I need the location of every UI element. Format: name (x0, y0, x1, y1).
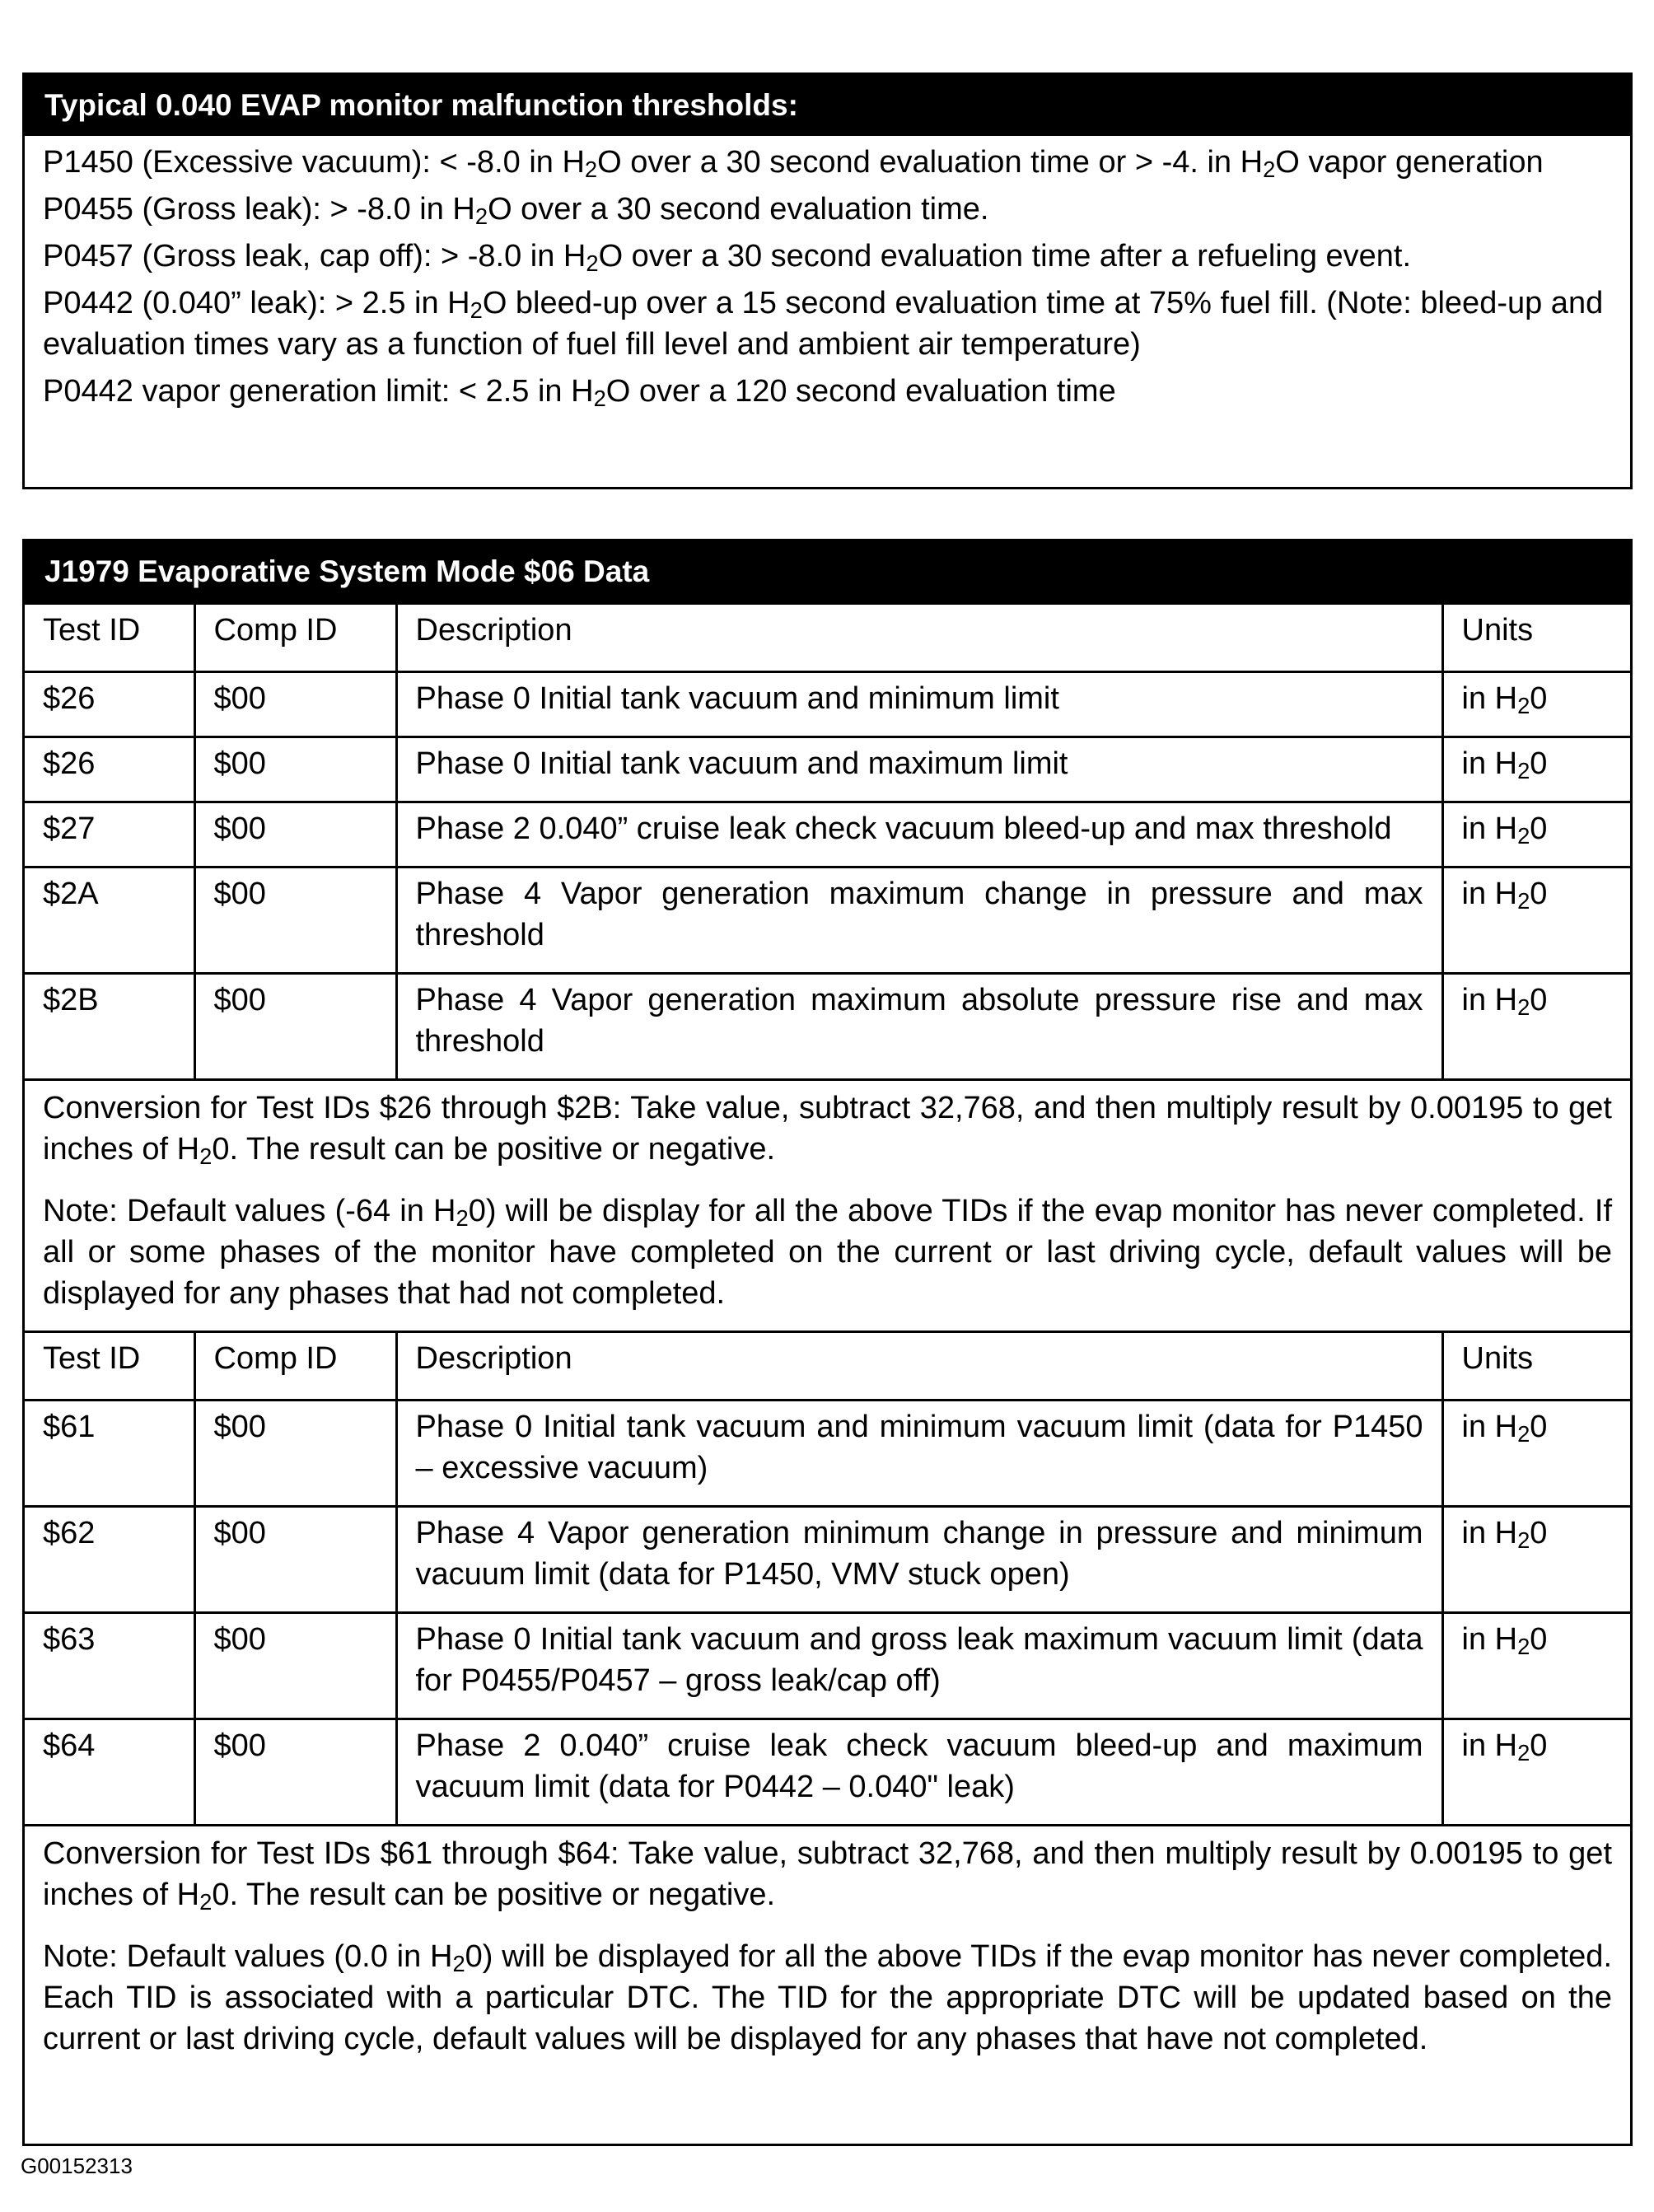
description-cell: Phase 2 0.040” cruise leak check vacuum bleed-up and maximum vacuum limit (data for P0442 – 0.040" leak) (396, 1719, 1442, 1825)
mode06-title: J1979 Evaporative System Mode $06 Data (25, 541, 1630, 602)
test-id-cell: $62 (25, 1507, 194, 1613)
description-cell: Phase 0 Initial tank vacuum and minimum vacuum limit (data for P1450 – excessive vacuum) (396, 1401, 1442, 1507)
threshold-line-p0442-leak: P0442 (0.040” leak): > 2.5 in $H_2O$ bleed-up over a 15 second evaluation time at 75% fuel fill. (Note: bleed-up and evaluation times vary as a function of fuel fill level and ambient air temperature) (43, 286, 1604, 362)
figure-id: G00152313 (21, 2154, 133, 2178)
threshold-line-p0455: P0455 (Gross leak): > -8.0 in $H_2O$ over a 30 second evaluation time. (43, 192, 989, 230)
comp-id-cell: $00 (194, 1507, 396, 1613)
default-values-note: Note: Default values (-64 in $H_20$) will be display for all the above TIDs if the evap monitor has never completed. If all or some phases of the monitor have completed on the current or last driving cycle, default values will be displayed for any phases that had not completed. (43, 1194, 1612, 1311)
test-id-cell: $2B (25, 974, 194, 1079)
comp-id-cell: $00 (194, 737, 396, 802)
column-header-test-id: Test ID (25, 604, 194, 672)
conversion-note: Conversion for Test IDs $61 through $64: Take value, subtract 32,768, and then multiply result by 0.00195 to get inches of $H_20$. The result can be positive or negative. (43, 1836, 1612, 1915)
units-cell: in $H_20$ (1442, 737, 1630, 802)
threshold-line-p0457: P0457 (Gross leak, cap off): > -8.0 in $H_2O$ over a 30 second evaluation time after a refueling event. (43, 239, 1412, 277)
description-cell: Phase 0 Initial tank vacuum and gross leak maximum vacuum limit (data for P0455/P0457 – gross leak/cap off) (396, 1613, 1442, 1719)
threshold-line-p0442-vapor: P0442 vapor generation limit: < 2.5 in $H_2O$ over a 120 second evaluation time (43, 374, 1116, 412)
test-id-cell: $26 (25, 672, 194, 737)
mode06-table-1 (25, 602, 1630, 1078)
mode06-table-2 (25, 1330, 1630, 1824)
table-row (25, 1401, 1630, 1507)
description-cell: Phase 2 0.040” cruise leak check vacuum bleed-up and max threshold (396, 802, 1442, 867)
description-cell: Phase 4 Vapor generation maximum absolute pressure rise and max threshold (396, 974, 1442, 1079)
comp-id-cell: $00 (194, 1401, 396, 1507)
mode06-box (22, 539, 1633, 2146)
description-cell: Phase 0 Initial tank vacuum and minimum limit (396, 672, 1442, 737)
comp-id-cell: $00 (194, 974, 396, 1079)
thresholds-box (22, 72, 1633, 489)
units-cell: in $H_20$ (1442, 1401, 1630, 1507)
test-id-cell: $26 (25, 737, 194, 802)
column-header-test-id: Test ID (25, 1332, 194, 1401)
column-header-comp-id: Comp ID (194, 604, 396, 672)
test-id-cell: $61 (25, 1401, 194, 1507)
table-row (25, 1507, 1630, 1613)
description-cell: Phase 0 Initial tank vacuum and maximum limit (396, 737, 1442, 802)
table-row (25, 802, 1630, 867)
default-values-note: Note: Default values (0.0 in $H_20$) will be displayed for all the above TIDs if the evap monitor has never completed. Each TID is associated with a particular DTC. The TID for the appropriate DTC will be updated based on the current or last driving cycle, default values will be displayed for any phases that have not completed. (43, 1939, 1613, 2056)
table-row (25, 1719, 1630, 1825)
table-row (25, 672, 1630, 737)
table-row (25, 867, 1630, 974)
column-header-description: Description (396, 1332, 1442, 1401)
table-row (25, 737, 1630, 802)
units-cell: in $H_20$ (1442, 672, 1630, 737)
units-cell: in $H_20$ (1442, 867, 1630, 974)
section1-notes (25, 1078, 1630, 1330)
comp-id-cell: $00 (194, 802, 396, 867)
column-header-comp-id: Comp ID (194, 1332, 396, 1401)
column-header-units: Units (1442, 604, 1630, 672)
table-row (25, 974, 1630, 1079)
comp-id-cell: $00 (194, 672, 396, 737)
comp-id-cell: $00 (194, 867, 396, 974)
comp-id-cell: $00 (194, 1719, 396, 1825)
units-cell: in $H_20$ (1442, 1719, 1630, 1825)
test-id-cell: $2A (25, 867, 194, 974)
column-header-units: Units (1442, 1332, 1630, 1401)
units-cell: in $H_20$ (1442, 1613, 1630, 1719)
comp-id-cell: $00 (194, 1613, 396, 1719)
description-cell: Phase 4 Vapor generation maximum change in pressure and max threshold (396, 867, 1442, 974)
conversion-note: Conversion for Test IDs $26 through $2B: Take value, subtract 32,768, and then multiply result by 0.00195 to get inches of $H_20$. The result can be positive or negative. (43, 1091, 1612, 1170)
threshold-line-p1450: P1450 (Excessive vacuum): < -8.0 in $H_2O$ over a 30 second evaluation time or > -4. in $H_2O$ vapor generation (43, 145, 1544, 183)
column-header-description: Description (396, 604, 1442, 672)
test-id-cell: $64 (25, 1719, 194, 1825)
table-header-row (25, 604, 1630, 672)
units-cell: in $H_20$ (1442, 1507, 1630, 1613)
thresholds-title: Typical 0.040 EVAP monitor malfunction thresholds: (25, 75, 1630, 136)
units-cell: in $H_20$ (1442, 974, 1630, 1079)
test-id-cell: $63 (25, 1613, 194, 1719)
table-row (25, 1613, 1630, 1719)
units-cell: in $H_20$ (1442, 802, 1630, 867)
description-cell: Phase 4 Vapor generation minimum change in pressure and minimum vacuum limit (data for P1450, VMV stuck open) (396, 1507, 1442, 1613)
table-header-row (25, 1332, 1630, 1401)
section2-notes (25, 1824, 1630, 2076)
test-id-cell: $27 (25, 802, 194, 867)
